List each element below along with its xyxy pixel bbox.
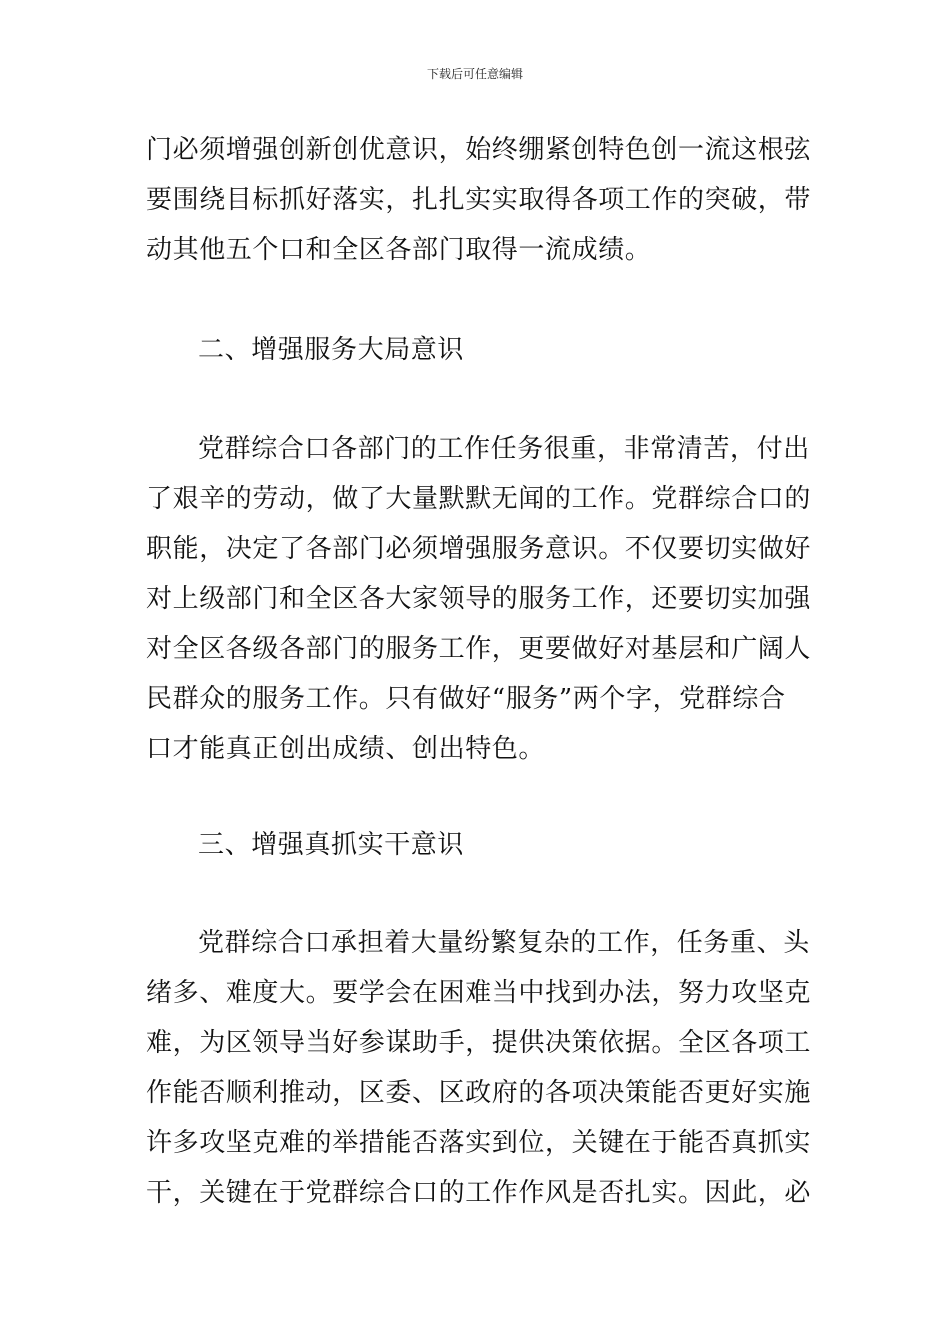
paragraph-1 bbox=[146, 125, 810, 275]
paragraph-line: 党群综合口各部门的工作任务很重，非常清苦，付出 bbox=[198, 434, 810, 464]
paragraph-2 bbox=[146, 424, 810, 774]
paragraph-line: 作能否顺利推动，区委、区政府的各项决策能否更好实施 bbox=[146, 1078, 812, 1108]
paragraph-line: 对全区各级各部门的服务工作，更要做好对基层和广阔人 bbox=[146, 634, 812, 664]
paragraph-line: 要围绕目标抓好落实，扎扎实实取得各项工作的突破，带 bbox=[146, 185, 812, 215]
page-header-note: 下载后可任意编辑 bbox=[426, 67, 523, 81]
paragraph-line: 了艰辛的劳动，做了大量默默无闻的工作。党群综合口的 bbox=[146, 484, 812, 514]
paragraph-line: 职能，决定了各部门必须增强服务意识。不仅要切实做好 bbox=[146, 534, 812, 564]
paragraph-line: 绪多、难度大。要学会在困难当中找到办法，努力攻坚克 bbox=[146, 978, 812, 1008]
paragraph-3 bbox=[146, 918, 810, 1218]
heading-text: 三、增强真抓实干意识 bbox=[198, 830, 465, 860]
paragraph-line: 民群众的服务工作。只有做好“服务”两个字，党群综合 bbox=[146, 684, 786, 714]
paragraph-line: 动其他五个口和全区各部门取得一流成绩。 bbox=[146, 235, 652, 265]
paragraph-line: 干，关键在于党群综合口的工作作风是否扎实。因此，必 bbox=[146, 1178, 812, 1208]
section-heading-3 bbox=[146, 820, 810, 870]
paragraph-line: 许多攻坚克难的举措能否落实到位，关键在于能否真抓实 bbox=[146, 1128, 812, 1158]
paragraph-line: 党群综合口承担着大量纷繁复杂的工作，任务重、头 bbox=[198, 928, 810, 958]
heading-text: 二、增强服务大局意识 bbox=[198, 335, 465, 365]
paragraph-line: 门必须增强创新创优意识，始终绷紧创特色创一流这根弦 bbox=[146, 135, 812, 165]
paragraph-line: 对上级部门和全区各大家领导的服务工作，还要切实加强 bbox=[146, 584, 812, 614]
paragraph-line: 难，为区领导当好参谋助手，提供决策依据。全区各项工 bbox=[146, 1028, 812, 1058]
section-heading-2 bbox=[146, 325, 810, 375]
paragraph-line: 口才能真正创出成绩、创出特色。 bbox=[146, 734, 546, 764]
